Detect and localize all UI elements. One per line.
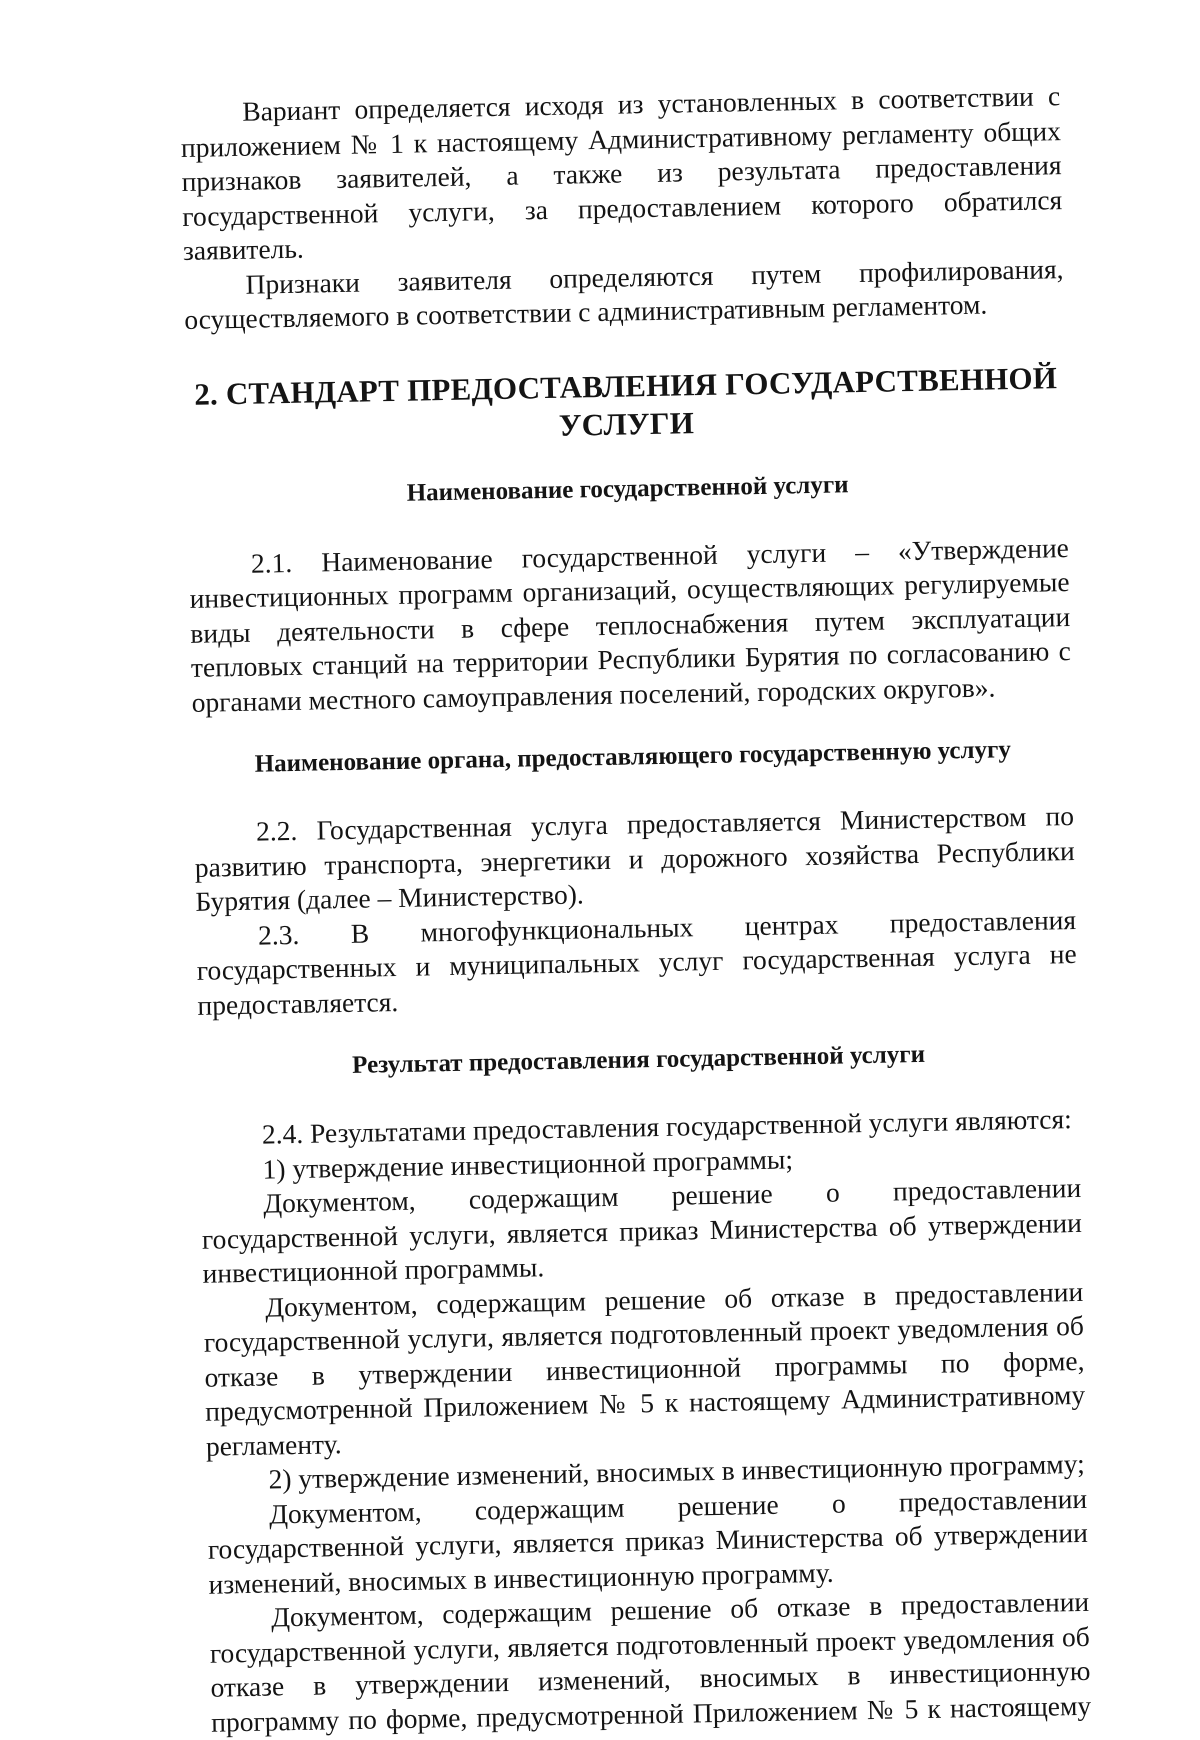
- paragraph-2-4: 2.4. Результатами предоставления государственной услуги являются:: [261, 1103, 1072, 1150]
- paragraph-2-1: 2.1. Наименование государственной услуги – «Утверждение инвестиционных программ организаций, осуществляющих регулируемые виды деятельности в сфере теплоснабжения путем эксплуатации тепловых станций на территории Республики Бурятия по согласованию с органами местного самоуправления поселений, городских округов».: [189, 531, 1072, 718]
- document-page: [180, 79, 1091, 1740]
- result-item-1-negative-doc: Документом, содержащим решение об отказе в предоставлении государственной услуги, является подготовленный проект уведомления об отказе в утверждении инвестиционной программы по форме, предусмотренной Приложением № 5 к настоящему Административному регламенту.: [203, 1275, 1086, 1462]
- result-item-2-positive-doc: Документом, содержащим решение о предоставлении государственной услуги, является приказ Министерства об утверждении изменений, вносимых в инвестиционную программу.: [207, 1482, 1089, 1600]
- result-item-2: 2) утверждение изменений, вносимых в инвестиционную программу;: [268, 1447, 1085, 1495]
- paragraph-2-2: 2.2. Государственная услуга предоставляется Министерством по развитию транспорта, энергетики и дорожного хозяйства Республики Бурятия (далее – Министерство).: [194, 799, 1075, 917]
- result-item-2-negative-doc: Документом, содержащим решение об отказе в предоставлении государственной услуги, является подготовленный проект уведомления об отказе в утверждении изменений, вносимых в инвестиционную программу по форме, предусмотренной Приложением № 5 к настоящему: [209, 1585, 1092, 1738]
- section-heading-service-name: Наименование государственной услуги: [406, 470, 849, 507]
- section-heading-result: Результат предоставления государственной услуги: [351, 1040, 926, 1079]
- chapter-title: 2. СТАНДАРТ ПРЕДОСТАВЛЕНИЯ ГОСУДАРСТВЕННОЙ УСЛУГИ: [193, 359, 1058, 443]
- result-item-1: 1) утверждение инвестиционной программы;: [262, 1142, 794, 1185]
- intro-paragraph-signs: Признаки заявителя определяются путем профилирования, осуществляемого в соответствии с административным регламентом.: [183, 252, 1064, 335]
- result-item-1-positive-doc: Документом, содержащим решение о предоставлении государственной услуги, является приказ Министерства об утверждении инвестиционной программы.: [201, 1171, 1083, 1289]
- paragraph-2-3: 2.3. В многофункциональных центрах предоставления государственных и муниципальных услуг государственная услуга не предоставляется.: [196, 903, 1077, 1021]
- intro-paragraph-variant: Вариант определяется исходя из установленных в соответствии с приложением № 1 к настоящему Административному регламенту общих признаков заявителей, а также из результата предоставления государственной услуги, за предоставлением которого обратился заявитель.: [180, 80, 1063, 266]
- section-heading-organ: Наименование органа, предоставляющего государственную услугу: [254, 736, 1012, 778]
